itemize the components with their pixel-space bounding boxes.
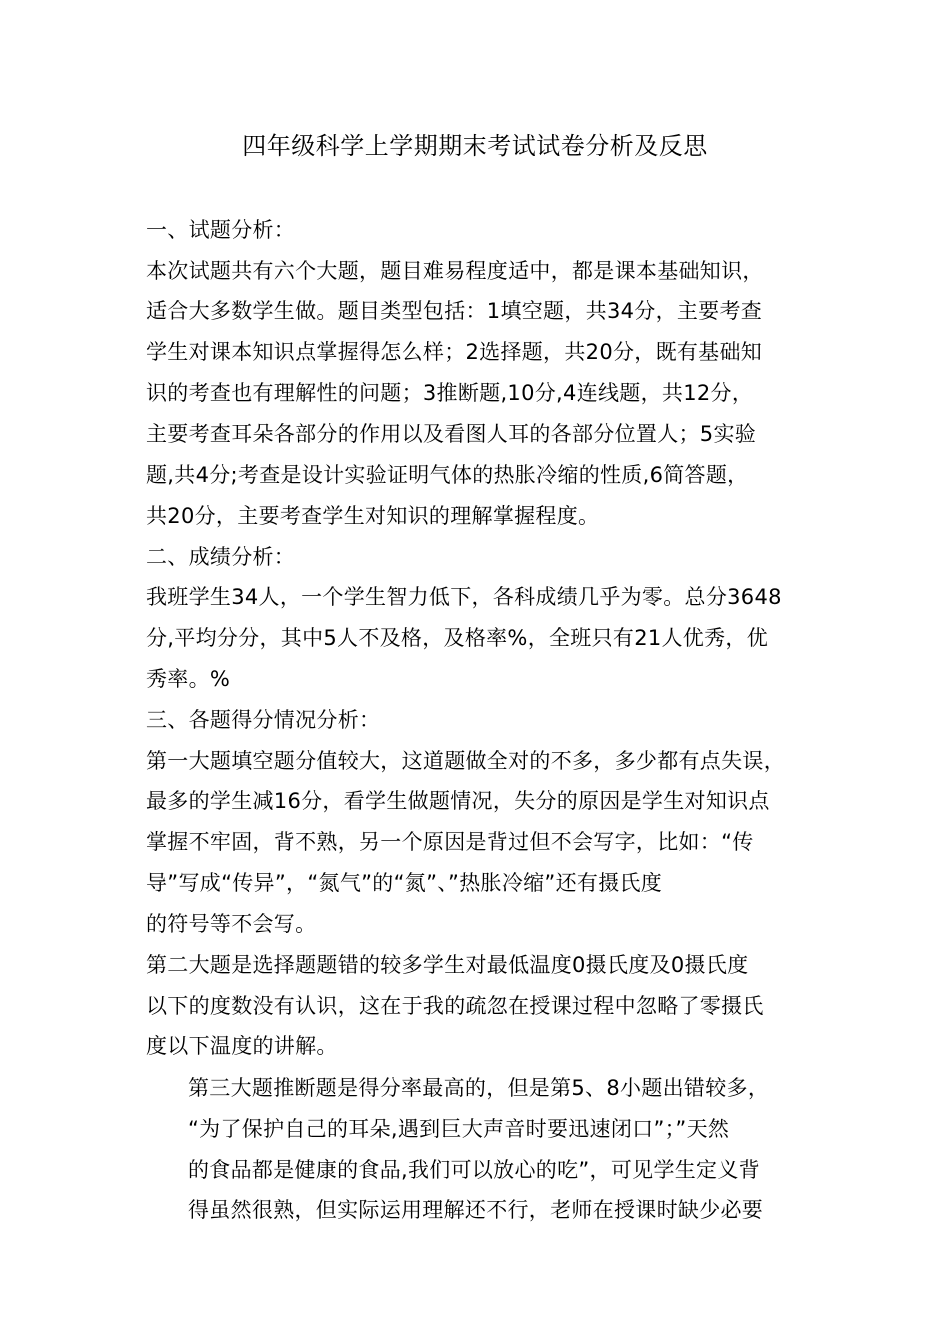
paragraph-line: 导”写成“传异”，“氮气”的“氮”、”热胀冷缩”还有摄氏度	[146, 871, 663, 895]
paragraph-line: 适合大多数学生做。题目类型包括：1填空题，共34分，主要考查	[146, 299, 763, 323]
paragraph-line: 第二大题是选择题题错的较多学生对最低温度0摄氏度及0摄氏度	[146, 953, 749, 977]
paragraph-line: 题,共4分;考查是设计实验证明气体的热胀冷缩的性质,6简答题，	[146, 463, 749, 487]
paragraph-line: 识的考查也有理解性的问题；3推断题,10分,4连线题，共12分，	[146, 381, 754, 405]
paragraph-line: 得虽然很熟，但实际运用理解还不行，老师在授课时缺少必要	[188, 1198, 764, 1222]
paragraph-line: 本次试题共有六个大题，题目难易程度适中，都是课本基础知识，	[146, 259, 764, 283]
paragraph-line: 度以下温度的讲解。	[146, 1034, 338, 1058]
paragraph-line: 以下的度数没有认识，这在于我的疏忽在授课过程中忽略了零摄氏	[146, 994, 764, 1018]
paragraph-line: “为了保护自己的耳朵,遇到巨大声音时要迅速闭口”；”天然	[188, 1117, 730, 1141]
paragraph-line: 学生对课本知识点掌握得怎么样；2选择题，共20分，既有基础知	[146, 340, 763, 364]
paragraph-line: 共20分，主要考查学生对知识的理解掌握程度。	[146, 504, 600, 528]
document-title: 四年级科学上学期期末考试试卷分析及反思	[242, 132, 708, 160]
paragraph-line: 的符号等不会写。	[146, 912, 317, 936]
paragraph-line: 的食品都是健康的食品,我们可以放心的吃”，可见学生定义背	[188, 1158, 760, 1182]
paragraph-line: 秀率。%	[146, 667, 231, 691]
section-heading-question-analysis: 一、试题分析：	[146, 218, 296, 242]
paragraph-line: 最多的学生减16分，看学生做题情况，失分的原因是学生对知识点	[146, 789, 770, 813]
paragraph-line: 掌握不牢固，背不熟，另一个原因是背过但不会写字，比如：“传	[146, 830, 754, 854]
paragraph-line: 主要考查耳朵各部分的作用以及看图人耳的各部分位置人；5实验	[146, 422, 757, 446]
section-heading-item-analysis: 三、各题得分情况分析：	[146, 708, 381, 732]
paragraph-line: 第一大题填空题分值较大，这道题做全对的不多，多少都有点失误，	[146, 749, 785, 773]
paragraph-line: 我班学生34人，一个学生智力低下，各科成绩几乎为零。总分3648	[146, 585, 782, 609]
section-heading-score-analysis: 二、成绩分析：	[146, 545, 296, 569]
paragraph-line: 分,平均分分，其中5人不及格，及格率%，全班只有21人优秀，优	[146, 626, 769, 650]
paragraph-line: 第三大题推断题是得分率最高的，但是第5、8小题出错较多，	[188, 1076, 770, 1100]
